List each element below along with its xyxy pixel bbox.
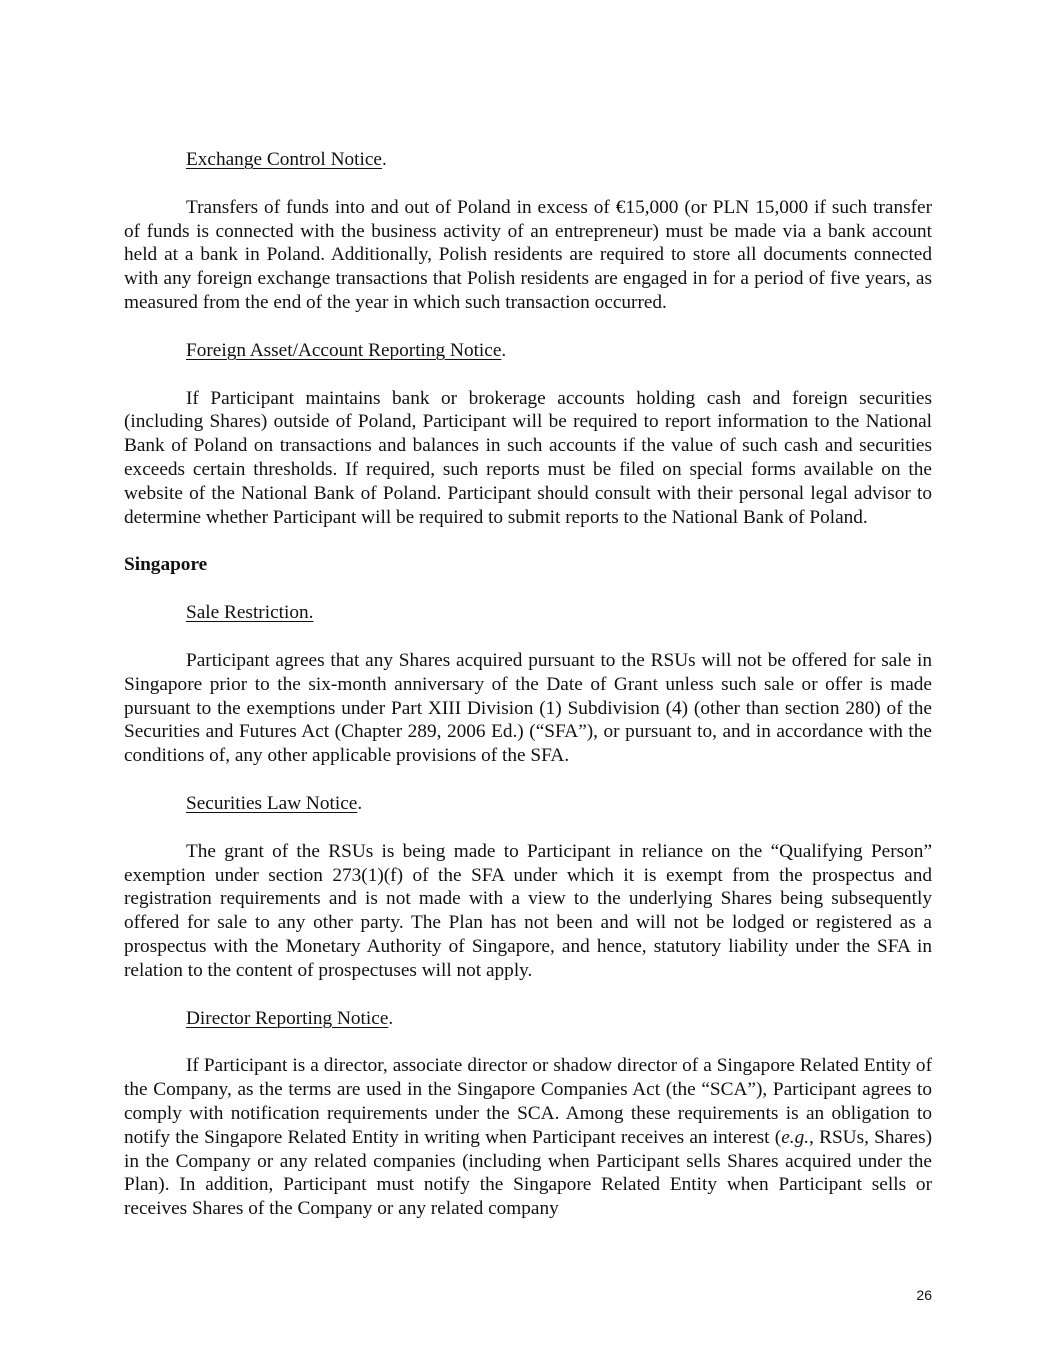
foreign-asset-heading-text: Foreign Asset/Account Reporting Notice xyxy=(186,339,502,361)
securities-law-paragraph: The grant of the RSUs is being made to Participant in reliance on the “Qualifying Person” exemption under section 273(1)(f) of the SFA under which it is exempt from the prospectus and registration requirements and is not made with a view to the underlying Shares being subsequently offered for sale to any other party. The Plan has not been and will not be lodged or registered as a prospectus with the Monetary Authority of Singapore, and hence, statutory liability under the SFA in relation to the content of prospectuses will not apply. xyxy=(124,840,932,981)
exchange-control-paragraph: Transfers of funds into and out of Poland in excess of €15,000 (or PLN 15,000 if such transfer of funds is connected with the business activity of an entrepreneur) must be made via a bank account held at a bank in Poland. Additionally, Polish residents are required to store all documents connected with any foreign exchange transactions that Polish residents are engaged in for a period of five years, as measured from the end of the year in which such transaction occurred. xyxy=(124,196,932,313)
director-text-part-1: If Participant is a director, associate director or shadow director of a Singapore Related Entity of the Company, as the terms are used in the Singapore Companies Act (the “SCA”), Participant agrees to comply with notification requirements under the SCA. Among these requirements is an obligation to notify the Singapore Related Entity in writing when Participant receives an interest ( xyxy=(124,1055,932,1148)
director-text-eg: e.g., xyxy=(781,1126,814,1148)
foreign-asset-paragraph: If Participant maintains bank or brokerage accounts holding cash and foreign securities (including Shares) outside of Poland, Participant will be required to report information to the National Bank of Poland on transactions and balances in such accounts if the value of such cash and securities exceeds certain thresholds. If required, such reports must be filed on special forms available on the website of the National Bank of Poland. Participant should consult with their personal legal advisor to determine whether Participant will be required to submit reports to the National Bank of Poland. xyxy=(124,387,932,528)
heading-period: . xyxy=(501,339,507,361)
heading-period: . xyxy=(381,149,387,170)
sale-restriction-heading xyxy=(124,601,932,625)
securities-law-heading xyxy=(124,792,932,816)
sale-restriction-paragraph: Participant agrees that any Shares acquired pursuant to the RSUs will not be offered for sale in Singapore prior to the six-month anniversary of the Date of Grant unless such sale or offer is made pursuant to the exemptions under Part XIII Division (1) Subdivision (4) (other than section 280) of the Securities and Futures Act (Chapter 289, 2006 Ed.) (“SFA”), or pursuant to, and in accordance with the conditions of, any other applicable provisions of the SFA. xyxy=(124,649,932,767)
director-reporting-heading-text: Director Reporting Notice xyxy=(186,1007,389,1029)
foreign-asset-heading xyxy=(124,339,932,363)
exchange-control-heading-text: Exchange Control Notice xyxy=(186,149,382,170)
document-body xyxy=(124,148,932,1245)
exchange-control-heading xyxy=(124,148,932,172)
director-text-part-2: RSUs, Shares) in the Company or any related companies (including when Participant sells Shares acquired under the Plan). In addition, Participant must notify the Singapore Related Entity when Participant sells or receives Shares of the Company or any related company xyxy=(124,1126,932,1220)
securities-law-heading-text: Securities Law Notice xyxy=(186,792,358,814)
singapore-section-title: Singapore xyxy=(124,554,208,576)
director-reporting-heading xyxy=(124,1007,932,1031)
director-reporting-paragraph xyxy=(124,1054,932,1221)
sale-restriction-heading-text: Sale Restriction. xyxy=(186,602,314,624)
heading-period: . xyxy=(357,792,363,814)
page-number: 26 xyxy=(916,1287,932,1303)
heading-period: . xyxy=(388,1007,394,1029)
